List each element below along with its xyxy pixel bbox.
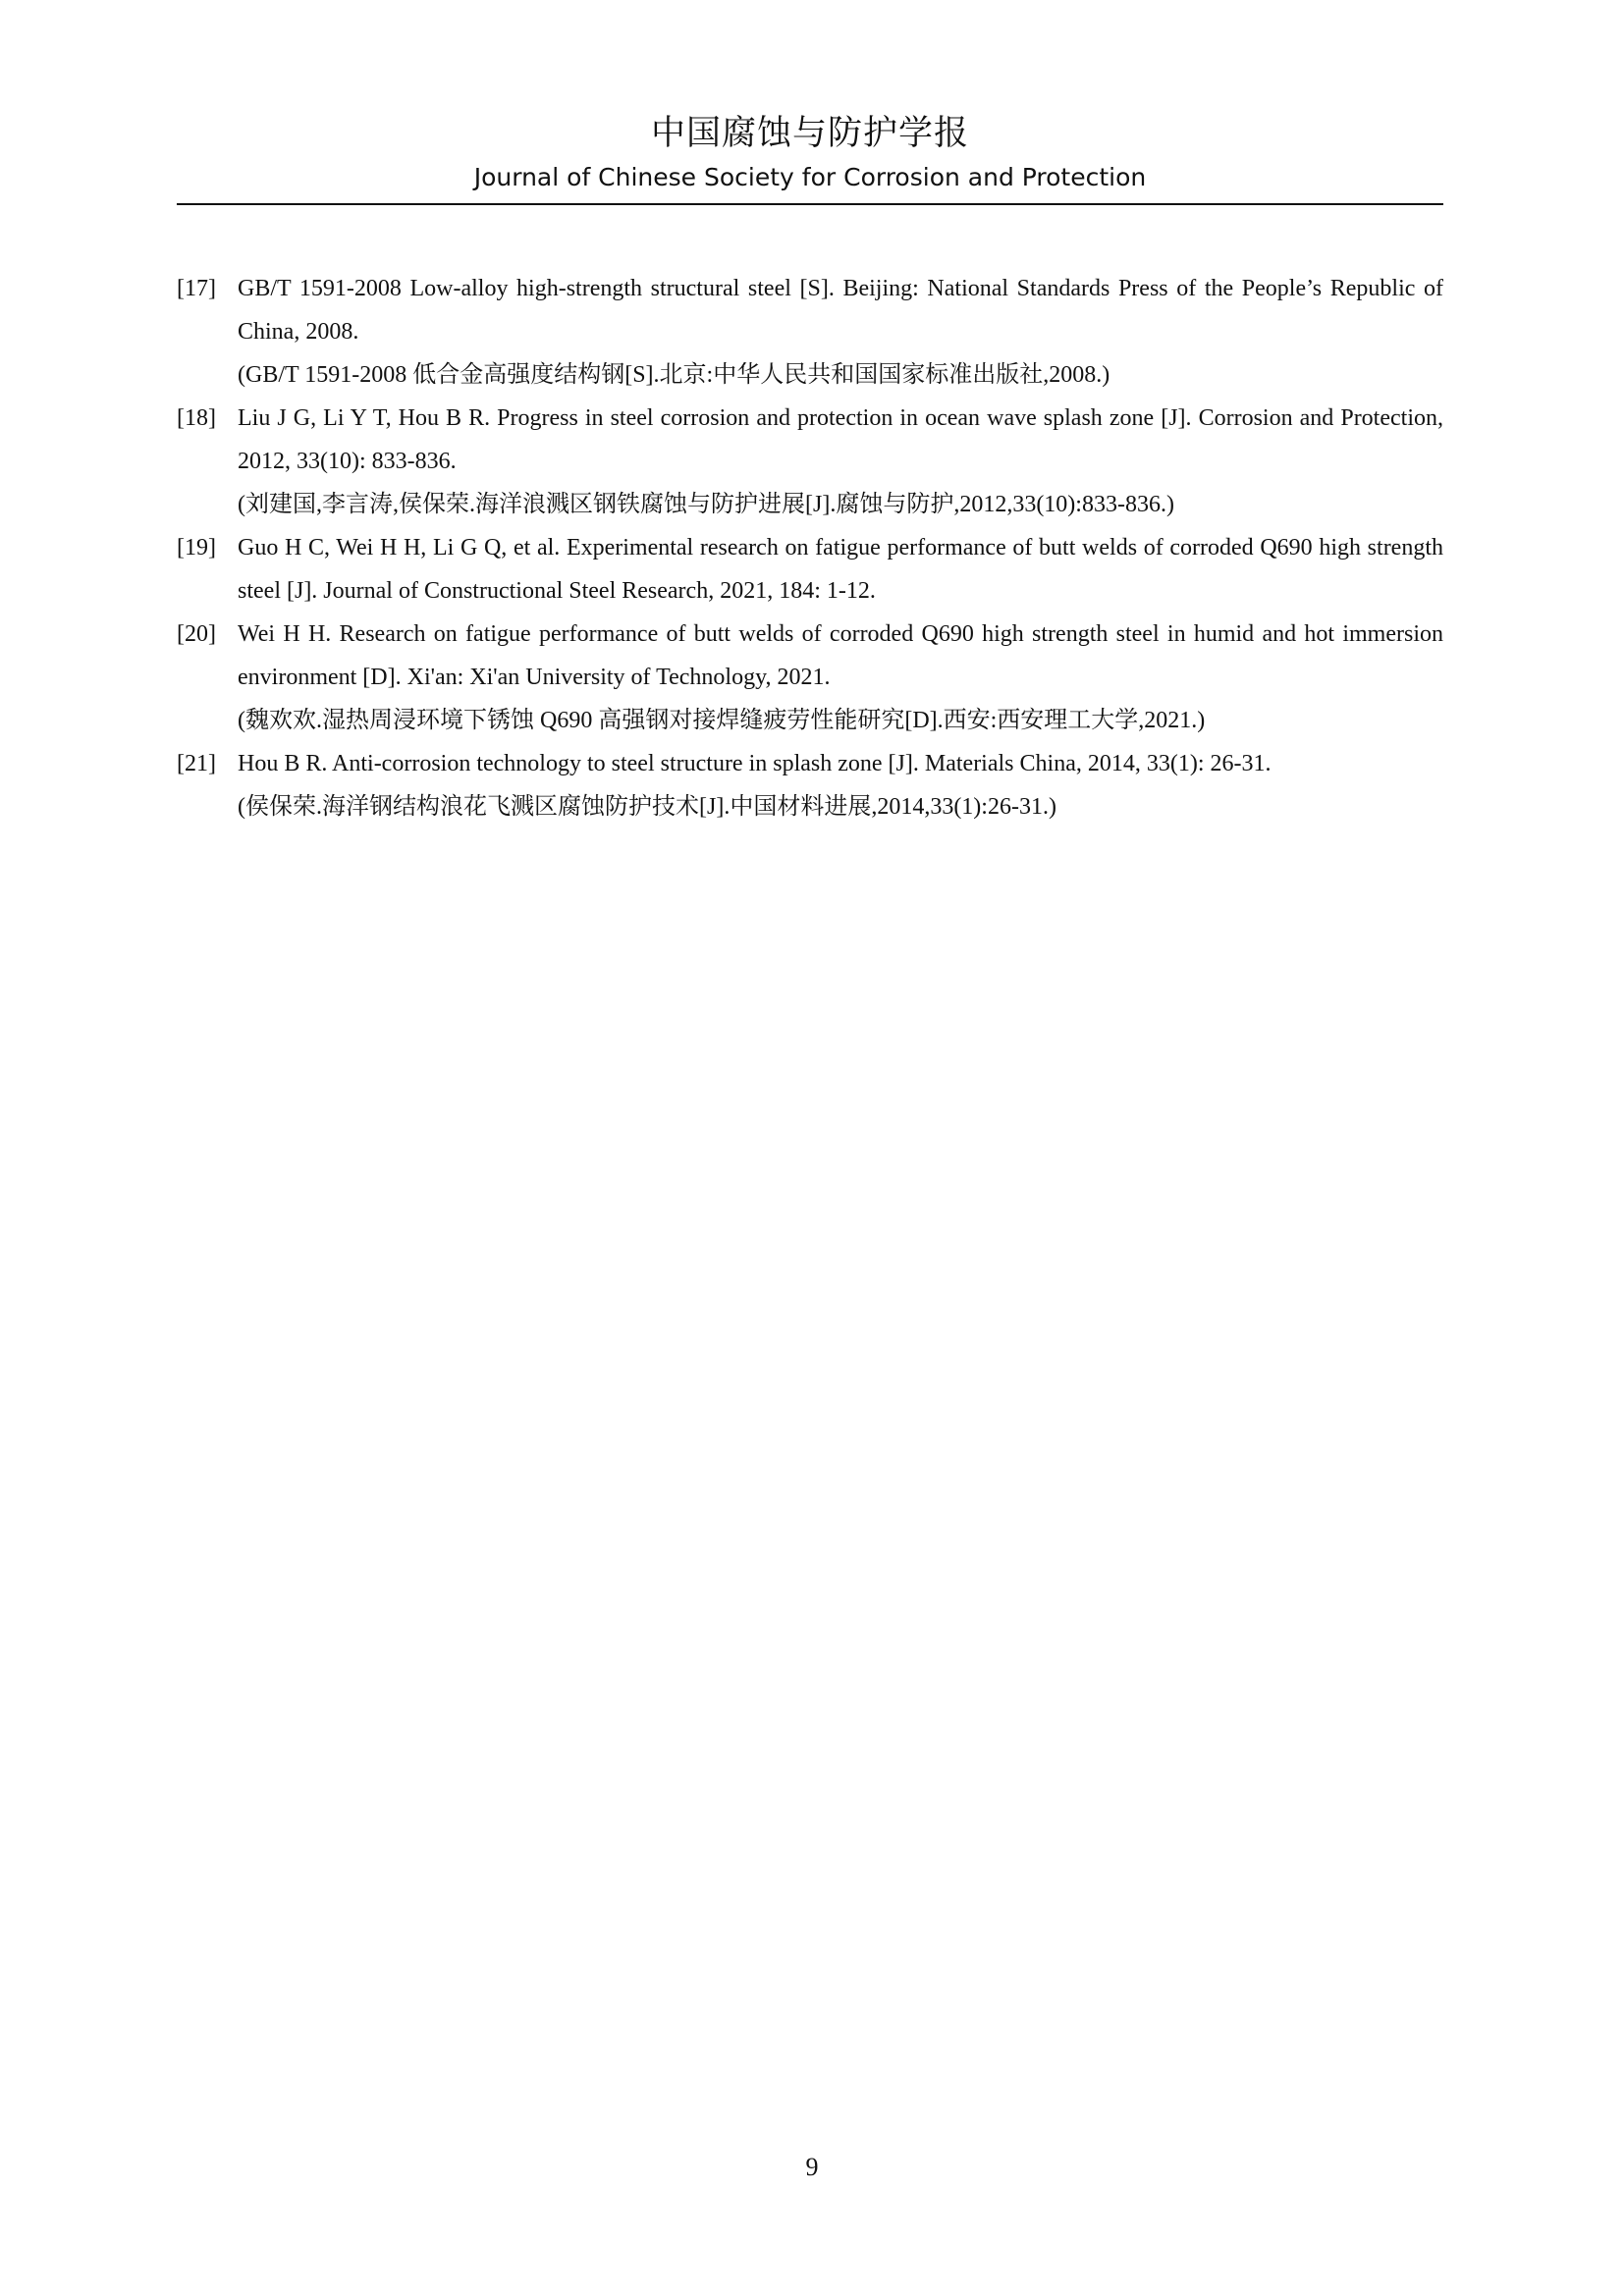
page-header (177, 110, 1443, 194)
reference-english: GB/T 1591-2008 Low-alloy high-strength structural steel [S]. Beijing: National Standards Press of the People’s Republic of China, 2008. (238, 276, 1443, 345)
reference-english: Wei H H. Research on fatigue performance of butt welds of corroded Q690 high strength steel in humid and hot immersion environment [D]. Xi'an: Xi'an University of Technology, 2021. (238, 621, 1443, 690)
reference-body (238, 397, 1443, 526)
reference-english: Hou B R. Anti-corrosion technology to steel structure in splash zone [J]. Materials China, 2014, 33(1): 26-31. (238, 751, 1272, 776)
reference-20 (177, 613, 1443, 742)
reference-18 (177, 397, 1443, 526)
reference-body (238, 267, 1443, 397)
reference-body (238, 613, 1443, 742)
header-divider (177, 203, 1443, 205)
reference-19 (177, 526, 1443, 613)
reference-chinese: (刘建国,李言涛,侯保荣.海洋浪溅区钢铁腐蚀与防护进展[J].腐蚀与防护,2012,33(10):833-836.) (238, 492, 1174, 517)
page-number: 9 (805, 2153, 819, 2181)
reference-21 (177, 742, 1443, 828)
reference-number: [17] (177, 276, 216, 301)
journal-title-chinese: 中国腐蚀与防护学报 (650, 114, 969, 153)
reference-chinese: (GB/T 1591-2008 低合金高强度结构钢[S].北京:中华人民共和国国家标准出版社,2008.) (238, 362, 1110, 388)
reference-body (238, 742, 1443, 828)
reference-17 (177, 267, 1443, 397)
reference-number: [18] (177, 405, 216, 431)
reference-chinese: (侯保荣.海洋钢结构浪花飞溅区腐蚀防护技术[J].中国材料进展,2014,33(1):26-31.) (238, 794, 1056, 820)
reference-number: [21] (177, 751, 216, 776)
reference-list (177, 267, 1443, 828)
reference-number: [19] (177, 535, 216, 561)
reference-number: [20] (177, 621, 216, 647)
reference-body (238, 526, 1443, 613)
reference-english: Liu J G, Li Y T, Hou B R. Progress in steel corrosion and protection in ocean wave splash zone [J]. Corrosion and Protection, 2012, 33(10): 833-836. (238, 405, 1443, 474)
reference-chinese: (魏欢欢.湿热周浸环境下锈蚀 Q690 高强钢对接焊缝疲劳性能研究[D].西安:西安理工大学,2021.) (238, 708, 1206, 733)
reference-english: Guo H C, Wei H H, Li G Q, et al. Experimental research on fatigue performance of butt welds of corroded Q690 high strength steel [J]. Journal of Constructional Steel Research, 2021, 184: 1-12. (238, 535, 1443, 604)
journal-title-english: Journal of Chinese Society for Corrosion and Protection (473, 163, 1147, 191)
